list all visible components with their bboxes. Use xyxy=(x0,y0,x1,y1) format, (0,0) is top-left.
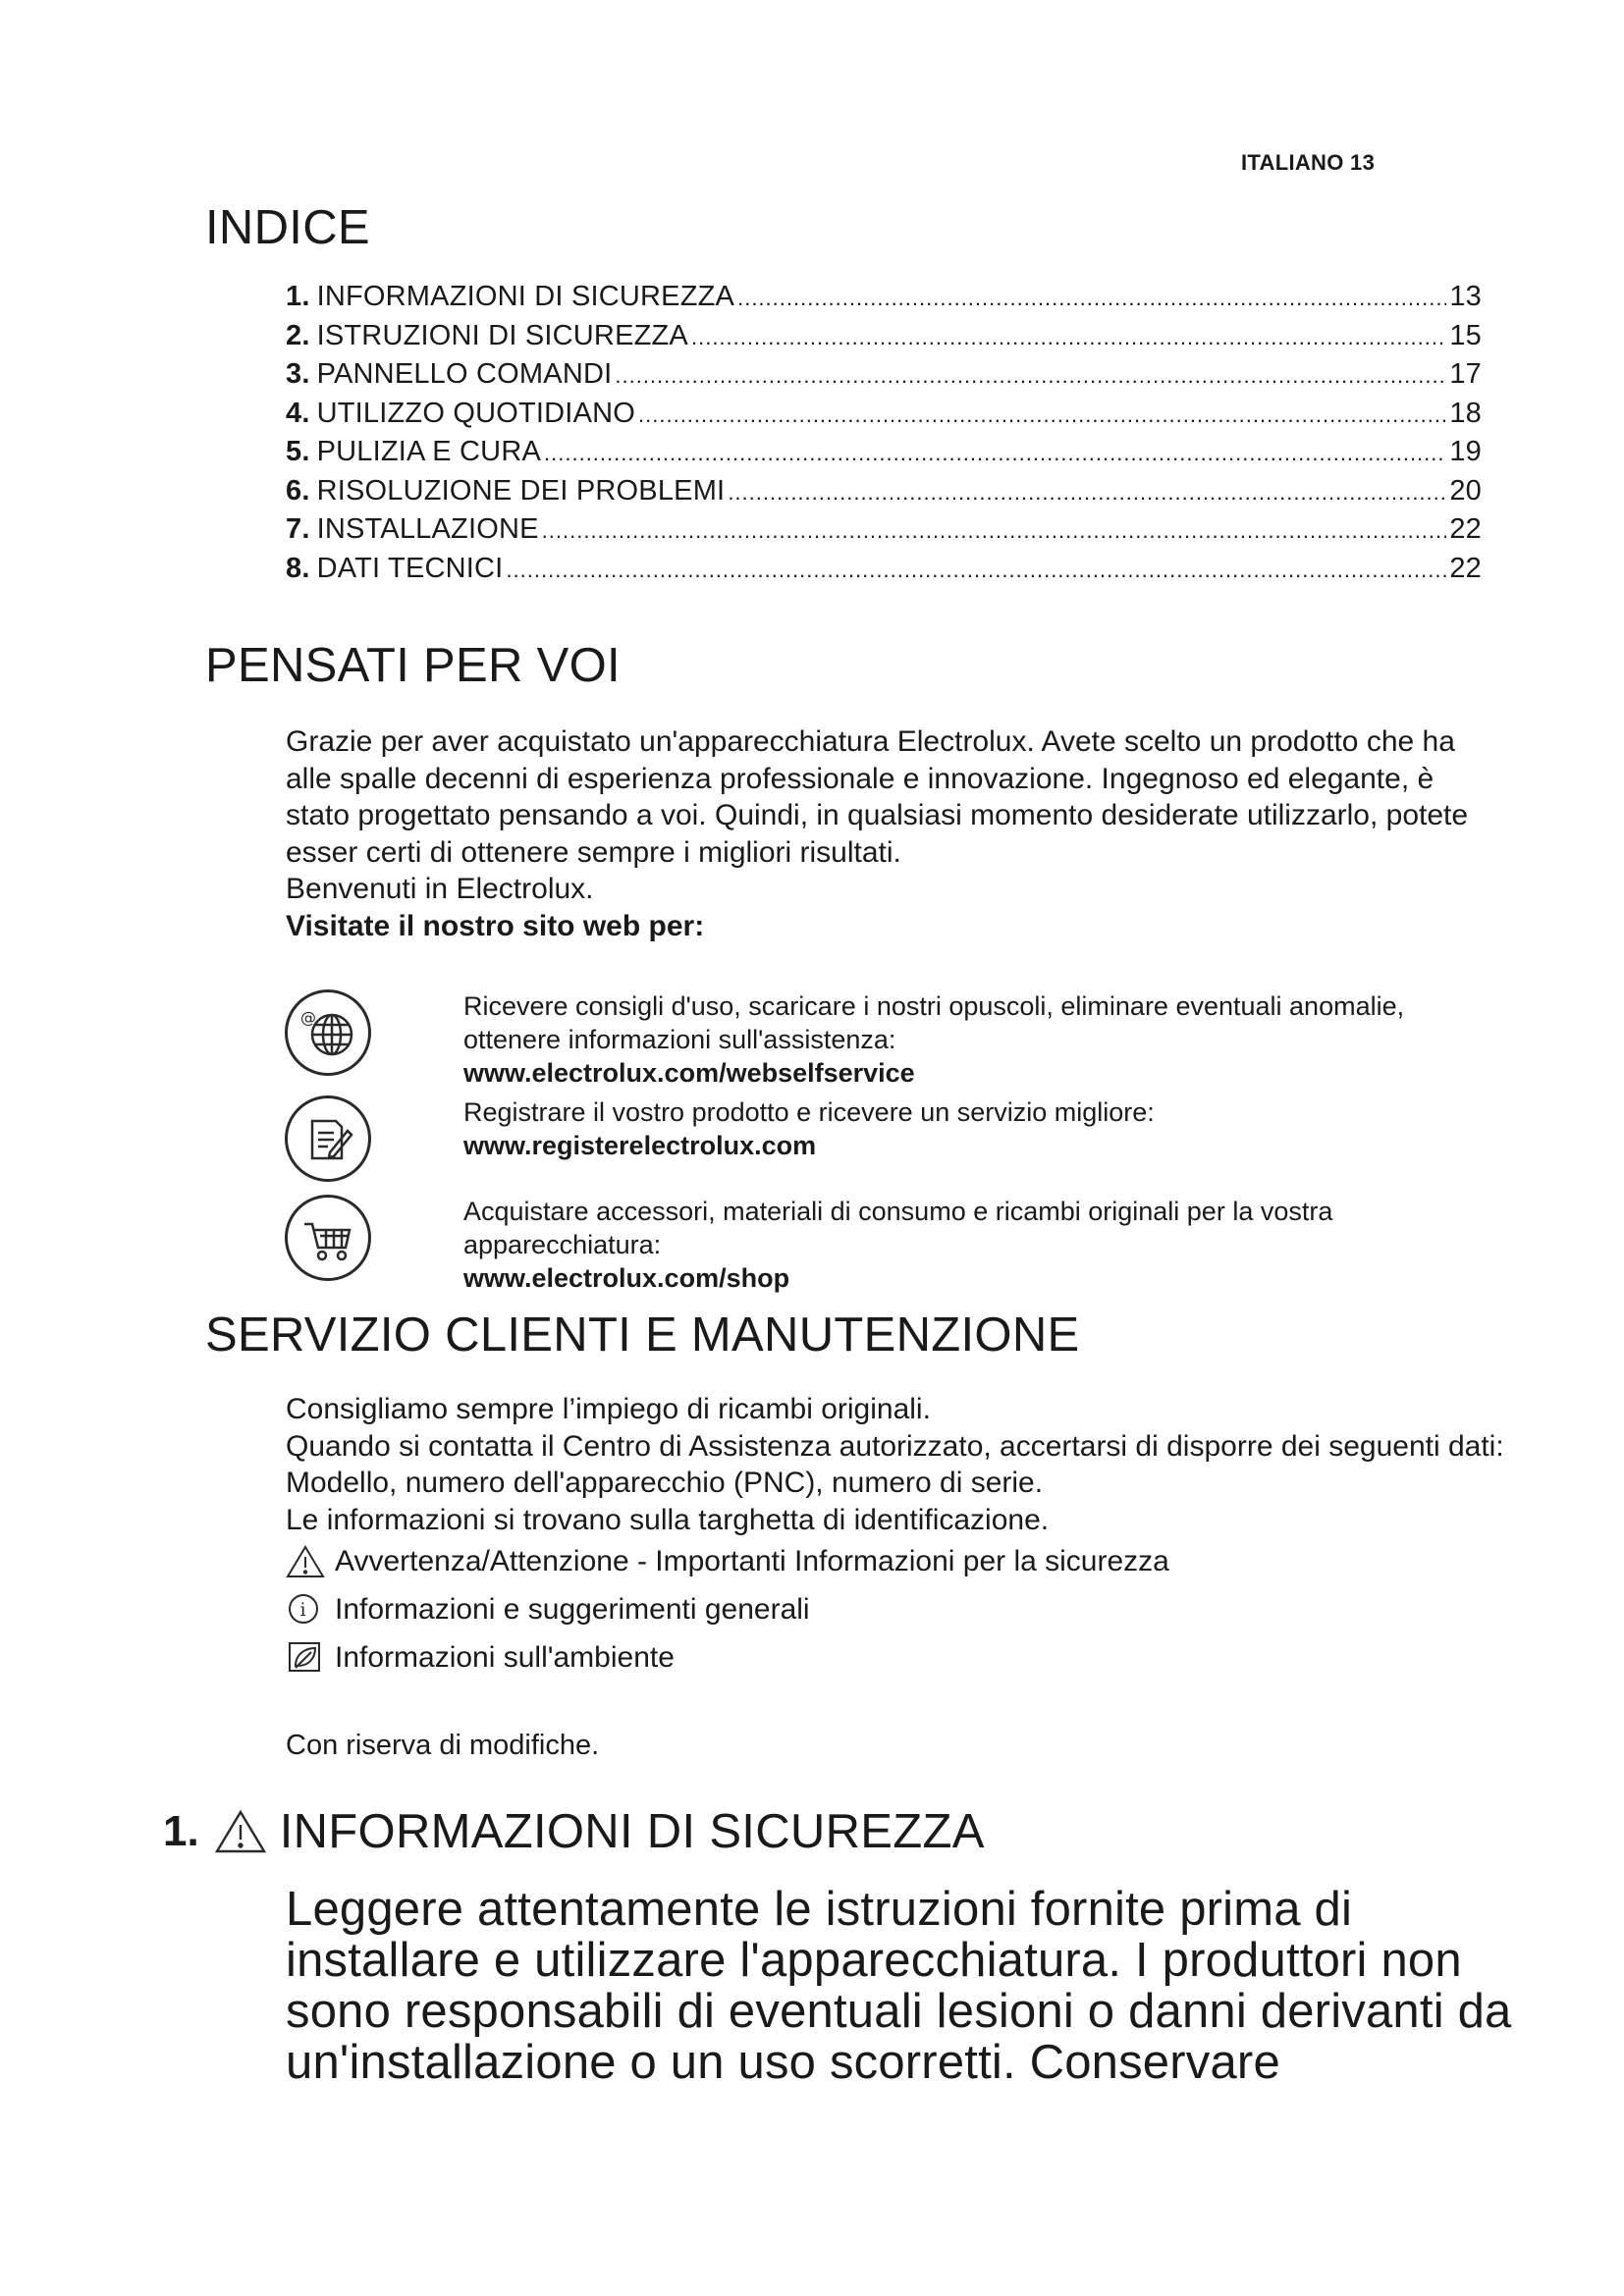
toc-row[interactable] xyxy=(286,436,1482,475)
toc-leader xyxy=(506,558,1446,583)
web-item xyxy=(285,1195,1333,1293)
legend-item xyxy=(286,1544,1464,1579)
toc-page: 13 xyxy=(1449,281,1482,312)
intro-text xyxy=(286,723,1503,944)
toc-entry-title: PANNELLO COMANDI xyxy=(316,358,613,390)
toc-row[interactable] xyxy=(286,320,1482,359)
toc-page: 15 xyxy=(1449,319,1482,351)
web-item-description: Ricevere consigli d'uso, scaricare i nostri opuscoli, eliminare eventuali anomalie, ottenere informazioni sull'assistenza: xyxy=(463,991,1405,1054)
table-of-contents xyxy=(286,281,1482,591)
web-item-url[interactable]: www.electrolux.com/webselfservice xyxy=(463,1058,915,1088)
toc-leader xyxy=(544,441,1446,466)
leaf-environment-icon xyxy=(286,1640,325,1676)
svg-text:@: @ xyxy=(300,1008,316,1027)
toc-number: 8. xyxy=(286,552,310,584)
web-item-description: Registrare il vostro prodotto e ricevere un servizio migliore: xyxy=(463,1097,1155,1127)
toc-page: 18 xyxy=(1449,397,1482,429)
toc-leader xyxy=(728,480,1446,506)
shopping-cart-icon xyxy=(285,1195,371,1281)
toc-row[interactable] xyxy=(286,281,1482,320)
section-heading xyxy=(163,1804,985,1859)
note-text: Con riserva di modifiche. xyxy=(286,1730,600,1761)
toc-page: 20 xyxy=(1449,474,1482,507)
toc-entry-title: UTILIZZO QUOTIDIANO xyxy=(316,397,636,429)
web-item-text xyxy=(463,989,1445,1090)
section-number: 1. xyxy=(163,1807,199,1855)
welcome-line: Benvenuti in Electrolux. xyxy=(286,873,594,905)
toc-page: 22 xyxy=(1449,513,1482,545)
toc-leader xyxy=(638,402,1446,428)
web-item-text xyxy=(463,1195,1445,1295)
toc-entry-title: INSTALLAZIONE xyxy=(316,513,539,545)
toc-number: 4. xyxy=(286,397,310,429)
web-item-text xyxy=(463,1095,1445,1162)
legend-label: Informazioni sull'ambiente xyxy=(335,1641,675,1674)
legend-item xyxy=(286,1592,1464,1628)
toc-row[interactable] xyxy=(286,513,1482,553)
svg-text:i: i xyxy=(299,1599,306,1621)
warning-triangle-icon xyxy=(286,1544,325,1579)
service-line: Le informazioni si trovano sulla targhetta di identificazione. xyxy=(286,1503,1050,1536)
service-line: Consigliamo sempre l’impiego di ricambi originali. xyxy=(286,1393,931,1425)
toc-entry-title: RISOLUZIONE DEI PROBLEMI xyxy=(316,474,726,507)
toc-number: 2. xyxy=(286,319,310,351)
toc-page: 19 xyxy=(1449,436,1482,467)
toc-leader xyxy=(691,325,1446,350)
toc-page: 17 xyxy=(1449,358,1482,390)
toc-number: 6. xyxy=(286,474,310,507)
toc-title: INDICE xyxy=(205,201,370,254)
legend-label: Avvertenza/Attenzione - Importanti Informazioni per la sicurezza xyxy=(335,1545,1169,1577)
toc-entry-title: INFORMAZIONI DI SICUREZZA xyxy=(316,281,735,312)
web-item xyxy=(285,1095,1155,1182)
web-item-url[interactable]: www.electrolux.com/shop xyxy=(463,1263,790,1293)
section-title: INFORMAZIONI DI SICUREZZA xyxy=(279,1805,985,1858)
toc-leader xyxy=(737,286,1446,311)
toc-row[interactable] xyxy=(286,358,1482,398)
toc-number: 5. xyxy=(286,436,310,467)
legend-item xyxy=(286,1640,1464,1676)
toc-page: 22 xyxy=(1449,552,1482,584)
toc-leader xyxy=(615,363,1446,389)
toc-leader xyxy=(542,518,1447,544)
toc-entry-title: ISTRUZIONI DI SICUREZZA xyxy=(316,319,688,351)
intro-paragraph: Grazie per aver acquistato un'apparecchiatura Electrolux. Avete scelto un prodotto che ha alle spalle decenni di esperienza professionale e innovazione. Ingegnoso ed elegante, è stato progettato pensando a voi. Quindi, in qualsiasi momento desiderate utilizzarlo, potete esser certi di ottenere sempre i migliori risultati. xyxy=(286,725,1469,869)
page-header: ITALIANO 13 xyxy=(1241,150,1376,175)
register-form-icon xyxy=(285,1095,371,1182)
info-icon xyxy=(286,1592,325,1628)
web-item-description: Acquistare accessori, materiali di consumo e ricambi originali per la vostra apparecchiatura: xyxy=(463,1197,1333,1259)
warning-triangle-icon xyxy=(215,1809,266,1854)
toc-entry-title: PULIZIA E CURA xyxy=(316,436,542,467)
toc-number: 1. xyxy=(286,281,310,312)
legend-label: Informazioni e suggerimenti generali xyxy=(335,1593,810,1626)
toc-row[interactable] xyxy=(286,475,1482,514)
service-title: SERVIZIO CLIENTI E MANUTENZIONE xyxy=(205,1308,1080,1362)
web-item-url[interactable]: www.registerelectrolux.com xyxy=(463,1131,817,1160)
service-text xyxy=(286,1391,1523,1538)
web-globe-icon xyxy=(285,989,371,1076)
visit-line: Visitate il nostro sito web per: xyxy=(286,909,705,942)
thought-title: PENSATI PER VOI xyxy=(205,639,621,692)
toc-number: 3. xyxy=(286,358,310,390)
web-item xyxy=(285,989,1405,1088)
service-line: Quando si contatta il Centro di Assistenza autorizzato, accertarsi di disporre dei seguenti dati: Modello, numero dell'apparecchio (PNC), numero di serie. xyxy=(286,1429,1504,1499)
toc-row[interactable] xyxy=(286,553,1482,592)
toc-entry-title: DATI TECNICI xyxy=(316,552,504,584)
section-lead-text: Leggere attentamente le istruzioni fornite prima di installare e utilizzare l'apparecchiatura. I produttori non sono responsabili di eventuali lesioni o danni derivanti da un'installazione o un uso scorretti. Conservare xyxy=(286,1883,1512,2089)
toc-row[interactable] xyxy=(286,398,1482,437)
toc-number: 7. xyxy=(286,513,310,545)
